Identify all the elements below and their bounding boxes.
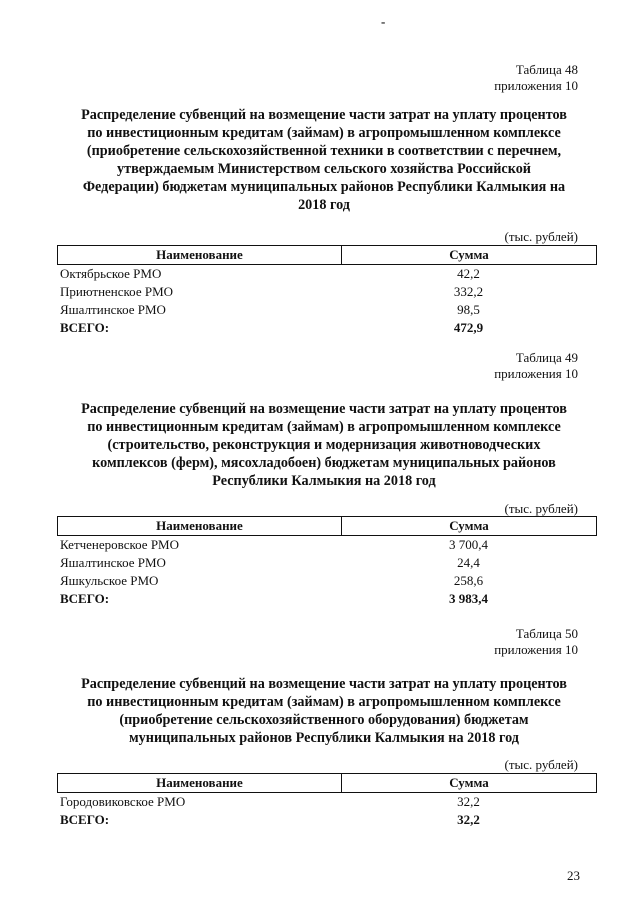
total-row	[57, 319, 597, 337]
table-row	[57, 301, 597, 319]
row-name: Яшкульское РМО	[60, 573, 159, 588]
table-row	[57, 793, 597, 811]
total-label: ВСЕГО:	[60, 320, 110, 335]
row-name: Октябрьское РМО	[60, 266, 162, 281]
table-row	[57, 536, 597, 554]
header-name: Наименование	[58, 774, 342, 792]
row-name: Яшалтинское РМО	[60, 555, 166, 570]
row-sum: 98,5	[457, 302, 480, 317]
title-line: комплексов (ферм), мясохладобоен) бюджетам муниципальных районов	[92, 455, 556, 471]
row-sum: 3 700,4	[449, 537, 488, 552]
table-50-reference	[494, 626, 578, 658]
table-number: Таблица 48	[515, 62, 578, 77]
row-sum: 32,2	[457, 794, 480, 809]
total-row	[57, 590, 597, 608]
title-line: (приобретение сельскохозяйственной техники в соответствии с перечнем,	[86, 143, 562, 159]
title-line: по инвестиционным кредитам (займам) в агропромышленном комплексе	[87, 125, 561, 141]
table-row	[57, 572, 597, 590]
appendix-label: приложения 10	[494, 366, 578, 381]
table-row	[57, 554, 597, 572]
table-50-title	[50, 675, 598, 747]
header-sum: Сумма	[449, 518, 489, 533]
title-line: Распределение субвенций на возмещение части затрат на уплату процентов	[81, 401, 567, 417]
total-row	[57, 811, 597, 829]
table-number: Таблица 49	[515, 350, 578, 365]
row-name: Приютненское РМО	[60, 284, 174, 299]
table-50	[57, 773, 597, 829]
header-name: Наименование	[58, 246, 342, 264]
appendix-label: приложения 10	[494, 642, 578, 657]
title-line: по инвестиционным кредитам (займам) в агропромышленном комплексе	[87, 419, 561, 435]
title-line: (приобретение сельскохозяйственного оборудования) бюджетам	[119, 712, 529, 728]
table-row	[57, 283, 597, 301]
title-line: 2018 год	[298, 197, 350, 213]
table-number: Таблица 50	[515, 626, 578, 641]
row-name: Городовиковское РМО	[60, 794, 186, 809]
row-name: Кетченеровское РМО	[60, 537, 180, 552]
table-row	[57, 265, 597, 283]
title-line: Распределение субвенций на возмещение части затрат на уплату процентов	[81, 676, 567, 692]
row-sum: 258,6	[453, 573, 484, 588]
title-line: (строительство, реконструкция и модернизация животноводческих	[107, 437, 541, 453]
total-sum: 472,9	[453, 320, 484, 335]
row-sum: 332,2	[453, 284, 484, 299]
table-header	[57, 516, 597, 536]
units-label: (тыс. рублей)	[504, 229, 578, 244]
title-line: по инвестиционным кредитам (займам) в агропромышленном комплексе	[87, 694, 561, 710]
header-sum: Сумма	[449, 775, 489, 790]
table-header	[57, 773, 597, 793]
table-49	[57, 516, 597, 608]
header-name: Наименование	[58, 517, 342, 535]
table-49-reference	[494, 350, 578, 382]
table-48-reference	[494, 62, 578, 94]
page-mark: -	[381, 14, 386, 29]
units-label: (тыс. рублей)	[504, 501, 578, 516]
title-line: Республики Калмыкия на 2018 год	[212, 473, 436, 489]
page-number: 23	[567, 868, 580, 883]
total-sum: 3 983,4	[449, 591, 488, 606]
appendix-label: приложения 10	[494, 78, 578, 93]
row-sum: 24,4	[457, 555, 480, 570]
title-line: муниципальных районов Республики Калмыкия на 2018 год	[129, 730, 519, 746]
table-48-title	[50, 106, 598, 214]
title-line: утверждаемым Министерством сельского хозяйства Российской	[117, 161, 531, 177]
total-label: ВСЕГО:	[60, 591, 110, 606]
units-label: (тыс. рублей)	[504, 757, 578, 772]
total-sum: 32,2	[457, 812, 480, 827]
table-header	[57, 245, 597, 265]
title-line: Федерации) бюджетам муниципальных районов Республики Калмыкия на	[82, 179, 566, 195]
row-sum: 42,2	[457, 266, 480, 281]
header-sum: Сумма	[449, 247, 489, 262]
table-48	[57, 245, 597, 337]
total-label: ВСЕГО:	[60, 812, 110, 827]
row-name: Яшалтинское РМО	[60, 302, 166, 317]
table-49-title	[50, 400, 598, 490]
title-line: Распределение субвенций на возмещение части затрат на уплату процентов	[81, 107, 567, 123]
